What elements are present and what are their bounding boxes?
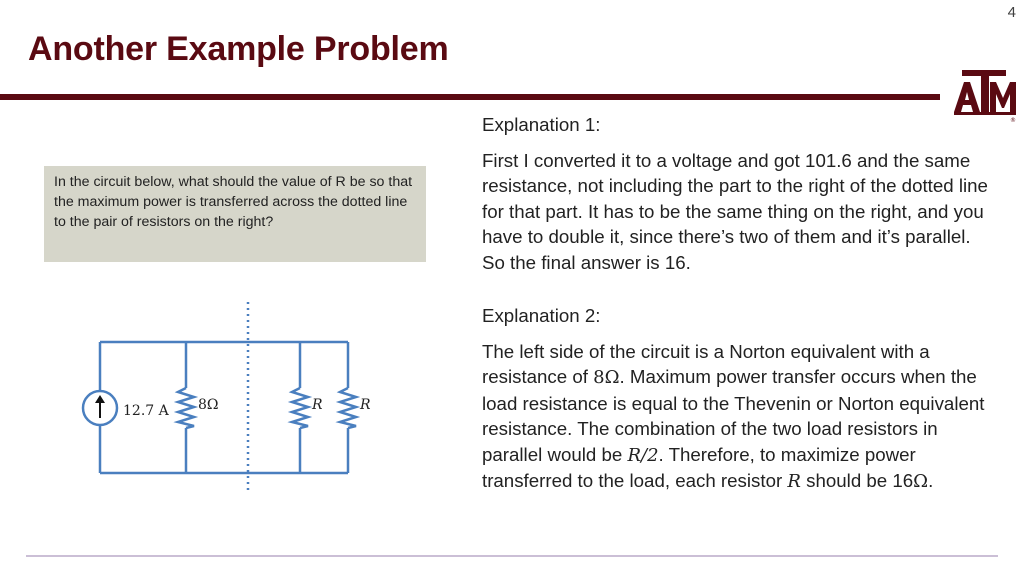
explanation-2-part5: .	[928, 470, 934, 491]
bottom-rule	[26, 555, 998, 557]
slide-number: 4	[1007, 4, 1016, 21]
explanation-2-part2: . Maximum power transfer occurs when the load resistance is equal to the Thevenin or Norton equivalent resistance. The combination of the two load resistors in parallel would be	[482, 366, 985, 465]
explanations	[482, 112, 997, 495]
explanation-1-text: First I converted it to a voltage and got 101.6 and the same resistance, not including the part to the right of the dotted line for that part. It has to be the same thing on the right, and you have to double it, since there’s two of them and it’s parallel. So the final answer is 16.	[482, 149, 988, 273]
source-label: 12.7 A	[123, 403, 169, 419]
right-resistor-2-label: R	[360, 397, 371, 413]
left-resistor-label: 8Ω	[198, 397, 219, 413]
explanation-2-heading: Explanation 2:	[482, 305, 601, 326]
right-resistor-1-label: R	[312, 397, 323, 413]
explanation-2-part4: should be 16	[800, 470, 914, 491]
explanation-2-part1: The left side of the circuit is a Norton equivalent with a resistance of	[482, 340, 930, 387]
logo-registered-mark: ®	[1010, 117, 1016, 124]
math-resistance: 8Ω	[593, 367, 620, 388]
resistor-r1-icon	[292, 388, 308, 428]
explanation-1-heading: Explanation 1:	[482, 114, 601, 135]
explanation-2-part3: . Therefore, to maximize power transferred to the load, each resistor	[482, 443, 916, 491]
slide-title: Another Example Problem	[28, 30, 449, 68]
circuit-diagram	[78, 300, 398, 495]
math-ohm: Ω	[913, 471, 929, 492]
problem-box	[44, 166, 426, 262]
math-parallel: R/2	[627, 444, 659, 466]
math-r: R	[787, 471, 801, 492]
problem-text: In the circuit below, what should the value of R be so that the maximum power is transferred across the dotted line to the pair of resistors on the right?	[54, 174, 413, 230]
title-rule	[0, 94, 940, 100]
resistor-r2-icon	[340, 388, 356, 428]
explanation-2-text	[482, 339, 997, 495]
resistor-8ohm-icon	[178, 388, 194, 428]
